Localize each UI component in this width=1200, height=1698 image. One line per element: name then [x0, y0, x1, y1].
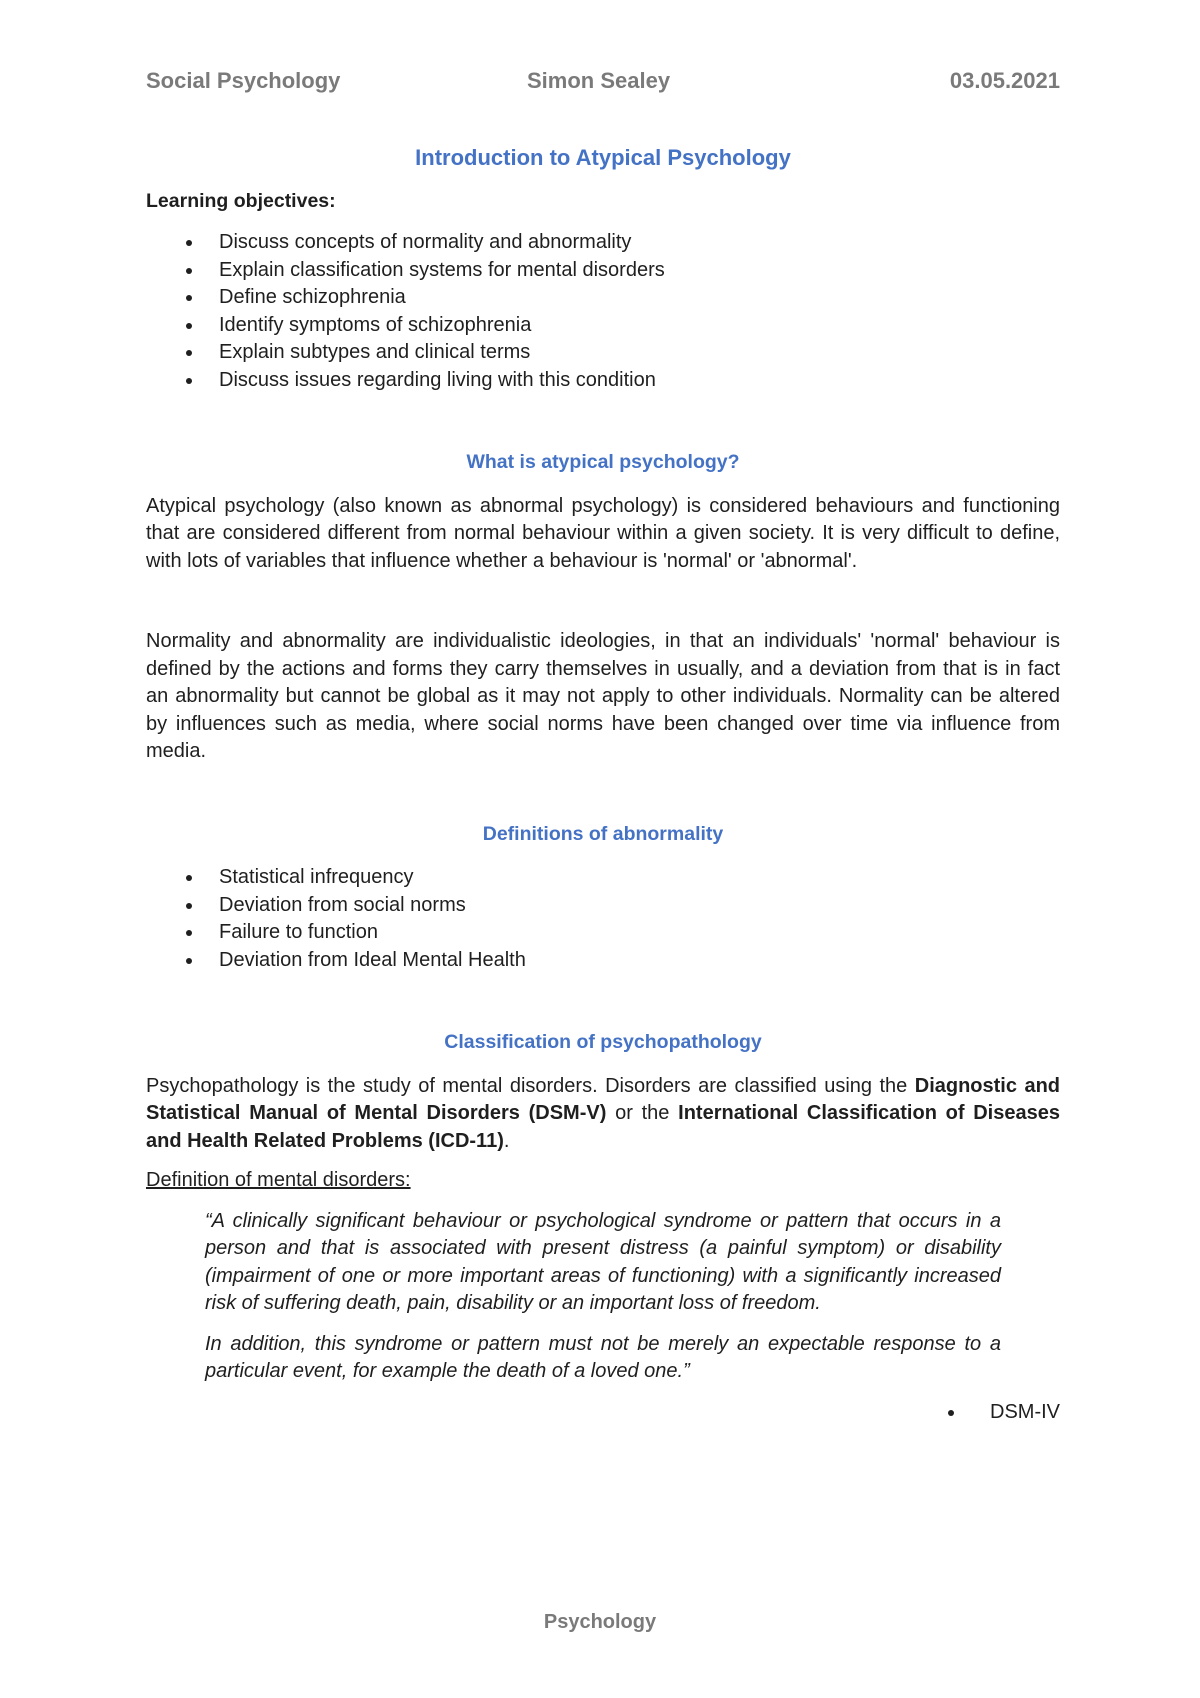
section-heading-definitions: Definitions of abnormality: [482, 822, 724, 845]
list-item: Deviation from Ideal Mental Health: [146, 947, 1060, 975]
header-date: 03.05.2021: [949, 68, 1060, 93]
page-header: [146, 68, 1060, 102]
learning-objectives-label: Learning objectives:: [146, 189, 336, 212]
list-item: Discuss concepts of normality and abnormality: [146, 229, 1060, 257]
list-item: Explain classification systems for mental disorders: [146, 257, 1060, 285]
quote-paragraph-1: “A clinically significant behaviour or psychological syndrome or pattern that occurs in a person and that is associated with present distress (a painful symptom) or disability (impairment of one or more important areas of functioning) with a significantly increased risk of suffering death, pain, disability or an important loss of freedom.: [205, 1209, 1001, 1314]
quote-source: DSM-IV: [146, 1399, 1060, 1427]
document-title: Introduction to Atypical Psychology: [415, 145, 791, 170]
definition-label: Definition of mental disorders:: [146, 1169, 411, 1191]
list-item: Discuss issues regarding living with this condition: [146, 367, 1060, 395]
list-item: Identify symptoms of schizophrenia: [146, 312, 1060, 340]
dsm-name: Diagnostic and Statistical Manual of Mental Disorders (DSM-V): [146, 1074, 1060, 1124]
learning-objectives-list: [146, 229, 1060, 394]
paragraph-what-is-1: Atypical psychology (also known as abnormal psychology) is considered behaviours and functioning that are considered different from normal behaviour within a given society. It is very difficult to define, with lots of variables that influence whether a behaviour is 'normal' or 'abnormal'.: [146, 494, 1060, 572]
header-course: Social Psychology: [146, 68, 341, 93]
list-item: Statistical infrequency: [146, 864, 1060, 892]
header-author: Simon Sealey: [527, 68, 671, 93]
list-item: Failure to function: [146, 919, 1060, 947]
definitions-list: [146, 864, 1060, 974]
document-body: [146, 140, 1060, 1426]
paragraph-classification: [146, 1073, 1060, 1156]
quote-paragraph-2: In addition, this syndrome or pattern must not be merely an expectable response to a particular event, for example the death of a loved one.”: [205, 1332, 1001, 1382]
classification-intro: Psychopathology is the study of mental disorders. Disorders are classified using the: [146, 1074, 908, 1097]
section-heading-classification: Classification of psychopathology: [444, 1031, 762, 1053]
section-heading-what-is: What is atypical psychology?: [466, 451, 740, 473]
list-item: Define schizophrenia: [146, 284, 1060, 312]
page-footer: Psychology: [543, 1611, 657, 1633]
sentence-end: .: [503, 1129, 510, 1152]
or-the-text: or the: [615, 1102, 670, 1124]
icd-name: International Classification of Diseases and Health Related Problems (ICD-11): [146, 1102, 1060, 1152]
paragraph-what-is-2: Normality and abnormality are individualistic ideologies, in that an individuals' 'normal' behaviour is defined by the actions and forms they carry themselves in usually, and a deviation from that is in fact an abnormality but cannot be global as it may not apply to other individuals. Normality can be altered by influences such as media, where social norms have been changed over time via influence from media.: [146, 630, 1060, 762]
list-item: Explain subtypes and clinical terms: [146, 339, 1060, 367]
list-item: Deviation from social norms: [146, 892, 1060, 920]
